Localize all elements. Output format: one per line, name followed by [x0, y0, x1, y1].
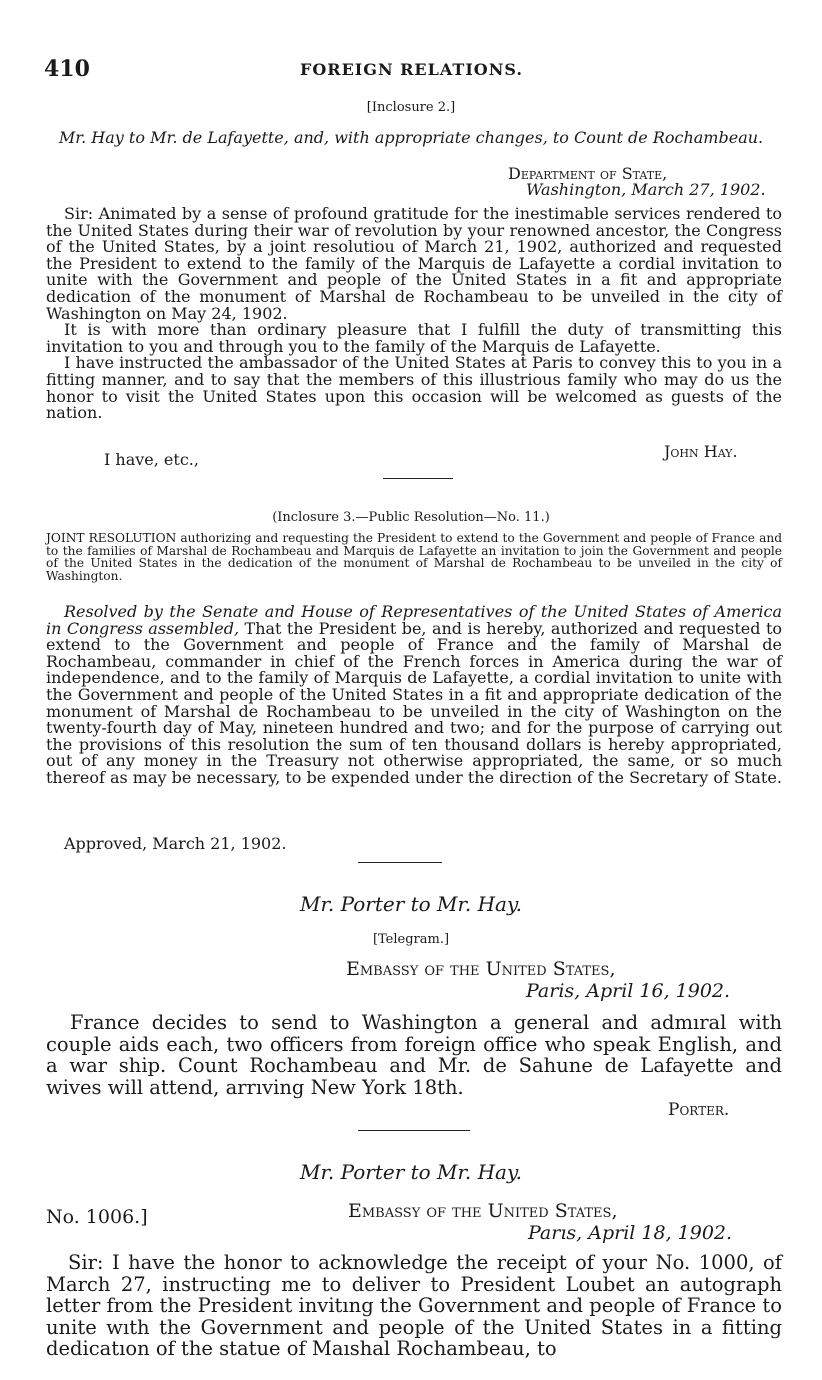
inclosure-2-paragraph: I have instructed the ambassador of the United States at Paris to convey this to you in a fitting manner, and to say that the members of this illustrious family who may do us the honor to visit the United States upon this occasion will be welcomed as guests of the nation.: [46, 353, 782, 423]
telegram-title: Mr. Porter to Mr. Hay.: [300, 892, 522, 916]
inclosure-2-label: [Inclosure 2.]: [366, 100, 456, 115]
page-number: 410: [44, 56, 90, 82]
inclosure-2-dateline-place: Department of State,: [508, 164, 668, 183]
joint-resolution-summary: JOINT RESOLUTION authorizing and requesting the President to extend to the Government and people of France and to the families of Marshal de Rochambeau and Marquis de Lafayette an invitation to join the Government and people of the United States in the dedication of the monument of Marshal de Rochambeau to be unveiled in the city of Washington.: [46, 531, 782, 583]
resolution-body: [46, 604, 782, 787]
letter-title: Mr. Porter to Mr. Hay.: [300, 1160, 522, 1184]
telegram-paragraph: France decides to send to Washington a general and admıral with couple aids each, two officers from foreign office who speak English, and a war ship. Count Rochambeau and Mr. de Sahune de Lafayette and wives will attend, arrıving New York 18th.: [46, 1011, 782, 1099]
inclosure-2-title: Mr. Hay to Mr. de Lafayette, and, with appropriate changes, to Count de Rochambeau.: [58, 128, 764, 147]
inclosure-2-closing: I have, etc.,: [104, 450, 199, 469]
inclosure-2-dateline-date: Washington, March 27, 1902.: [526, 180, 766, 199]
telegram-dateline-place: Embassy of the United States,: [346, 958, 616, 980]
telegram-dateline-date: Paris, April 16, 1902.: [526, 980, 731, 1002]
running-title: FOREIGN RELATIONS.: [300, 60, 523, 79]
inclosure-2-body: [46, 206, 782, 422]
inclosure-2-paragraph: Sir: Animated by a sense of profound gratitude for the inestimable services rendered to the United States during their war of revolution by your renowned ancestor, the Congress of the United States, by a joint resolutiou of March 21, 1902, authorized and requested the President to extend to the family of the Marquis de Lafayette a cordial invitation to unite with the Government and people of the United States in a fit and appropriate dedication of the monument of Marshal de Rochambeau to be unveiled in the city of Washington on May 24, 1902.: [46, 204, 782, 323]
inclosure-2-paragraph: It is with more than ordinary pleasure that I fulfill the duty of transmitting this invitation to you and through you to the family of the Marquis de Lafayette.: [46, 320, 782, 356]
resolution-text: That the President be, and is hereby, authorized and requested to extend to the Government and people of France and the family of Marshal de Rochambeau, commander in chief of the French forces in America during the war of independence, and to the family of Marquis de Lafayette, a cordial invitation to unite with the Government and people of the United States in a fit and appropriate dedication of the monument of Marshal de Rochambeau to be unveiled in the city of Washington on the twenty-fourth day of May, nineteen hundred and two; and for the purpose of carrying out the provisions of this resolution the sum of ten thousand dollars is hereby appropriated, out of any money in the Treasury not otherwise appropriated, the same, or so much thereof as may be necessary, to be expended under the direction of the Secretary of State.: [46, 618, 783, 787]
inclosure-2-signature: John Hay.: [664, 442, 738, 461]
section-divider: [358, 1130, 470, 1131]
section-divider: [383, 478, 453, 479]
approved-date: Approved, March 21, 1902.: [64, 834, 287, 853]
letter-paragraph: Sir: I have the honor to acknowledge the receipt of your No. 1000, of March 27, instructing me to deliver to President Loubet an autograph letter from the President invitıng the Government and people of France to unite wıth the Government and people of the United States in a fitting dedicatıon of the statue of Maıshal Rochambeau, to: [46, 1251, 782, 1360]
section-divider: [358, 862, 442, 863]
letter-number: No. 1006.]: [46, 1206, 148, 1228]
telegram-label: [Telegram.]: [372, 932, 450, 947]
resolution-paragraph: [46, 604, 782, 787]
inclosure-3-label: (Inclosure 3.—Public Resolution—No. 11.): [272, 510, 550, 525]
telegram-signature: Porter.: [668, 1100, 730, 1120]
telegram-body: [46, 1012, 782, 1098]
resolved-clause: Resolved by the Senate and House of Representatives of the United States of America in Congress assembled,: [46, 602, 782, 638]
letter-dateline-place: Embassy of the United States,: [348, 1200, 618, 1222]
letter-body: [46, 1252, 782, 1360]
letter-dateline-date: Parıs, April 18, 1902.: [528, 1222, 733, 1244]
